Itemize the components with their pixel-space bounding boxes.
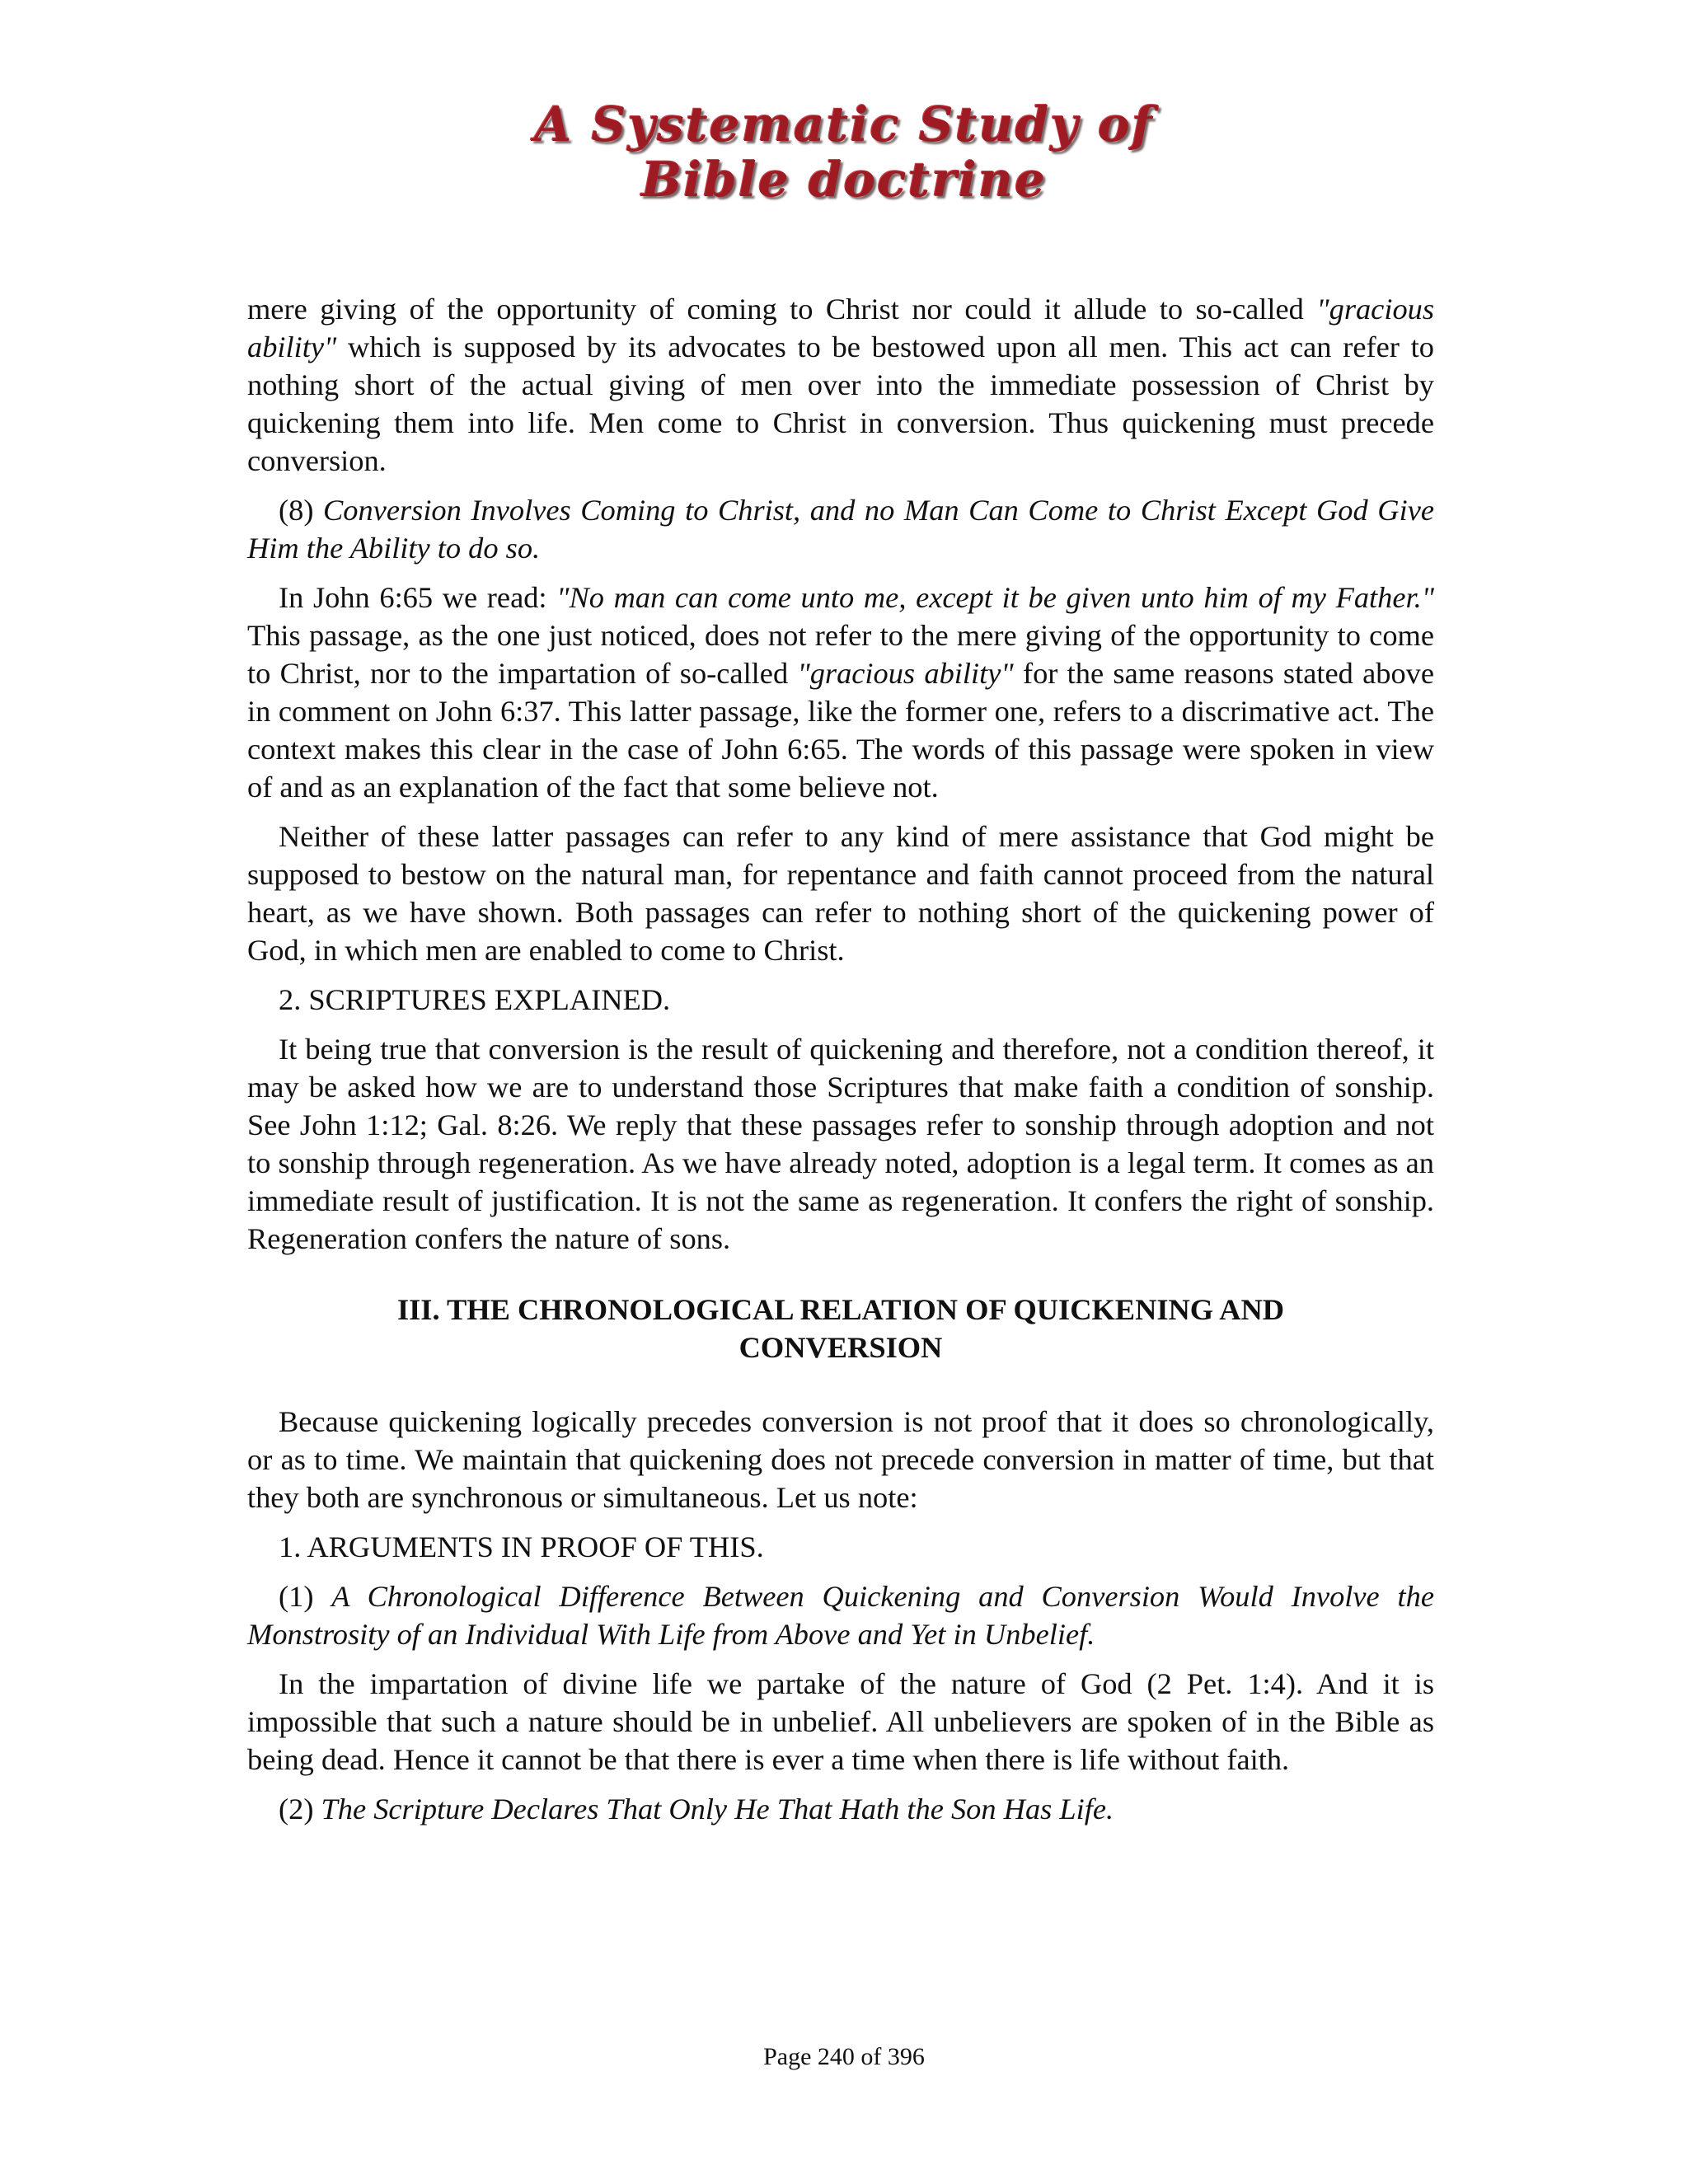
- section-label: 2. SCRIPTURES EXPLAINED.: [279, 983, 671, 1016]
- page-number: Page 240 of 396: [763, 2043, 925, 2070]
- paragraph-text: In John 6:65 we read:: [279, 581, 557, 614]
- logo-line-1: A Systematic Study of: [534, 96, 1154, 152]
- logo-line-2: Bible doctrine: [641, 152, 1047, 209]
- subpoint-number: (2): [279, 1793, 321, 1825]
- subpoint-title: Conversion Involves Coming to Christ, and no Man Can Come to Christ Except God Give Him the Ability to do so.: [247, 494, 1434, 565]
- site-logo: [0, 97, 1688, 209]
- subpoint-heading: [247, 1577, 1434, 1653]
- paragraph-text: This passage, as the one just noticed, does not refer to the mere giving of the opportunity to come to Christ, nor to the impartation of so-called: [247, 619, 1434, 690]
- paragraph-text: mere giving of the opportunity of coming to Christ nor could it allude to so-called: [247, 293, 1317, 326]
- section-heading-line-1: III. THE CHRONOLOGICAL RELATION OF QUICKENING AND: [396, 1293, 1285, 1326]
- paragraph: [247, 579, 1434, 806]
- paragraph-text: for the same reasons stated above in comment on John 6:37. This latter passage, like the former one, refers to a discrimative act. The context makes this clear in the case of John 6:65. The words of this passage were spoken in view of and as an explanation of the fact that some believe not.: [247, 657, 1435, 804]
- section-label: 1. ARGUMENTS IN PROOF OF THIS.: [279, 1530, 764, 1563]
- italic-quote: "No man can come unto me, except it be given unto him of my Father.": [556, 581, 1434, 614]
- paragraph: It being true that conversion is the result of quickening and therefore, not a condition thereof, it may be asked how we are to understand those Scriptures that make faith a condition of sonship. See John 1:12; Gal. 8:26. We reply that these passages refer to sonship through adoption and not to sonship through regeneration. As we have already noted, adoption is a legal term. It comes as an immediate result of justification. It is not the same as regeneration. It confers the right of sonship. Regeneration confers the nature of sons.: [247, 1033, 1434, 1255]
- section-heading: [247, 1291, 1434, 1366]
- subpoint-title: A Chronological Difference Between Quickening and Conversion Would Involve the Monstrosity of an Individual With Life from Above and Yet in Unbelief.: [247, 1580, 1434, 1651]
- section-heading-line-2: CONVERSION: [738, 1331, 943, 1364]
- subpoint-heading: [247, 1790, 1434, 1828]
- paragraph: Because quickening logically precedes conversion is not proof that it does so chronologically, or as to time. We maintain that quickening does not precede conversion in matter of time, but that they both are synchronous or simultaneous. Let us note:: [247, 1405, 1434, 1514]
- document-body: [247, 290, 1434, 1840]
- subpoint-title: The Scripture Declares That Only He That Hath the Son Has Life.: [321, 1793, 1114, 1825]
- paragraph: [247, 290, 1434, 480]
- paragraph: In the impartation of divine life we partake of the nature of God (2 Pet. 1:4). And it is impossible that such a nature should be in unbelief. All unbelievers are spoken of in the Bible as being dead. Hence it cannot be that there is ever a time when there is life without faith.: [247, 1667, 1434, 1776]
- subpoint-number: (8): [279, 494, 324, 527]
- subpoint-number: (1): [279, 1580, 332, 1613]
- paragraph-text: which is supposed by its advocates to be bestowed upon all men. This act can refer to nothing short of the actual giving of men over into the immediate possession of Christ by quickening them into life. Men come to Christ in conversion. Thus quickening must precede conversion.: [247, 330, 1434, 477]
- subpoint-heading: [247, 491, 1434, 567]
- paragraph: Neither of these latter passages can refer to any kind of mere assistance that God might be supposed to bestow on the natural man, for repentance and faith cannot proceed from the natural heart, as we have shown. Both passages can refer to nothing short of the quickening power of God, in which men are enabled to come to Christ.: [247, 820, 1434, 967]
- italic-quote: "gracious ability": [797, 657, 1014, 690]
- italic-quote: "gracious ability": [247, 293, 1434, 363]
